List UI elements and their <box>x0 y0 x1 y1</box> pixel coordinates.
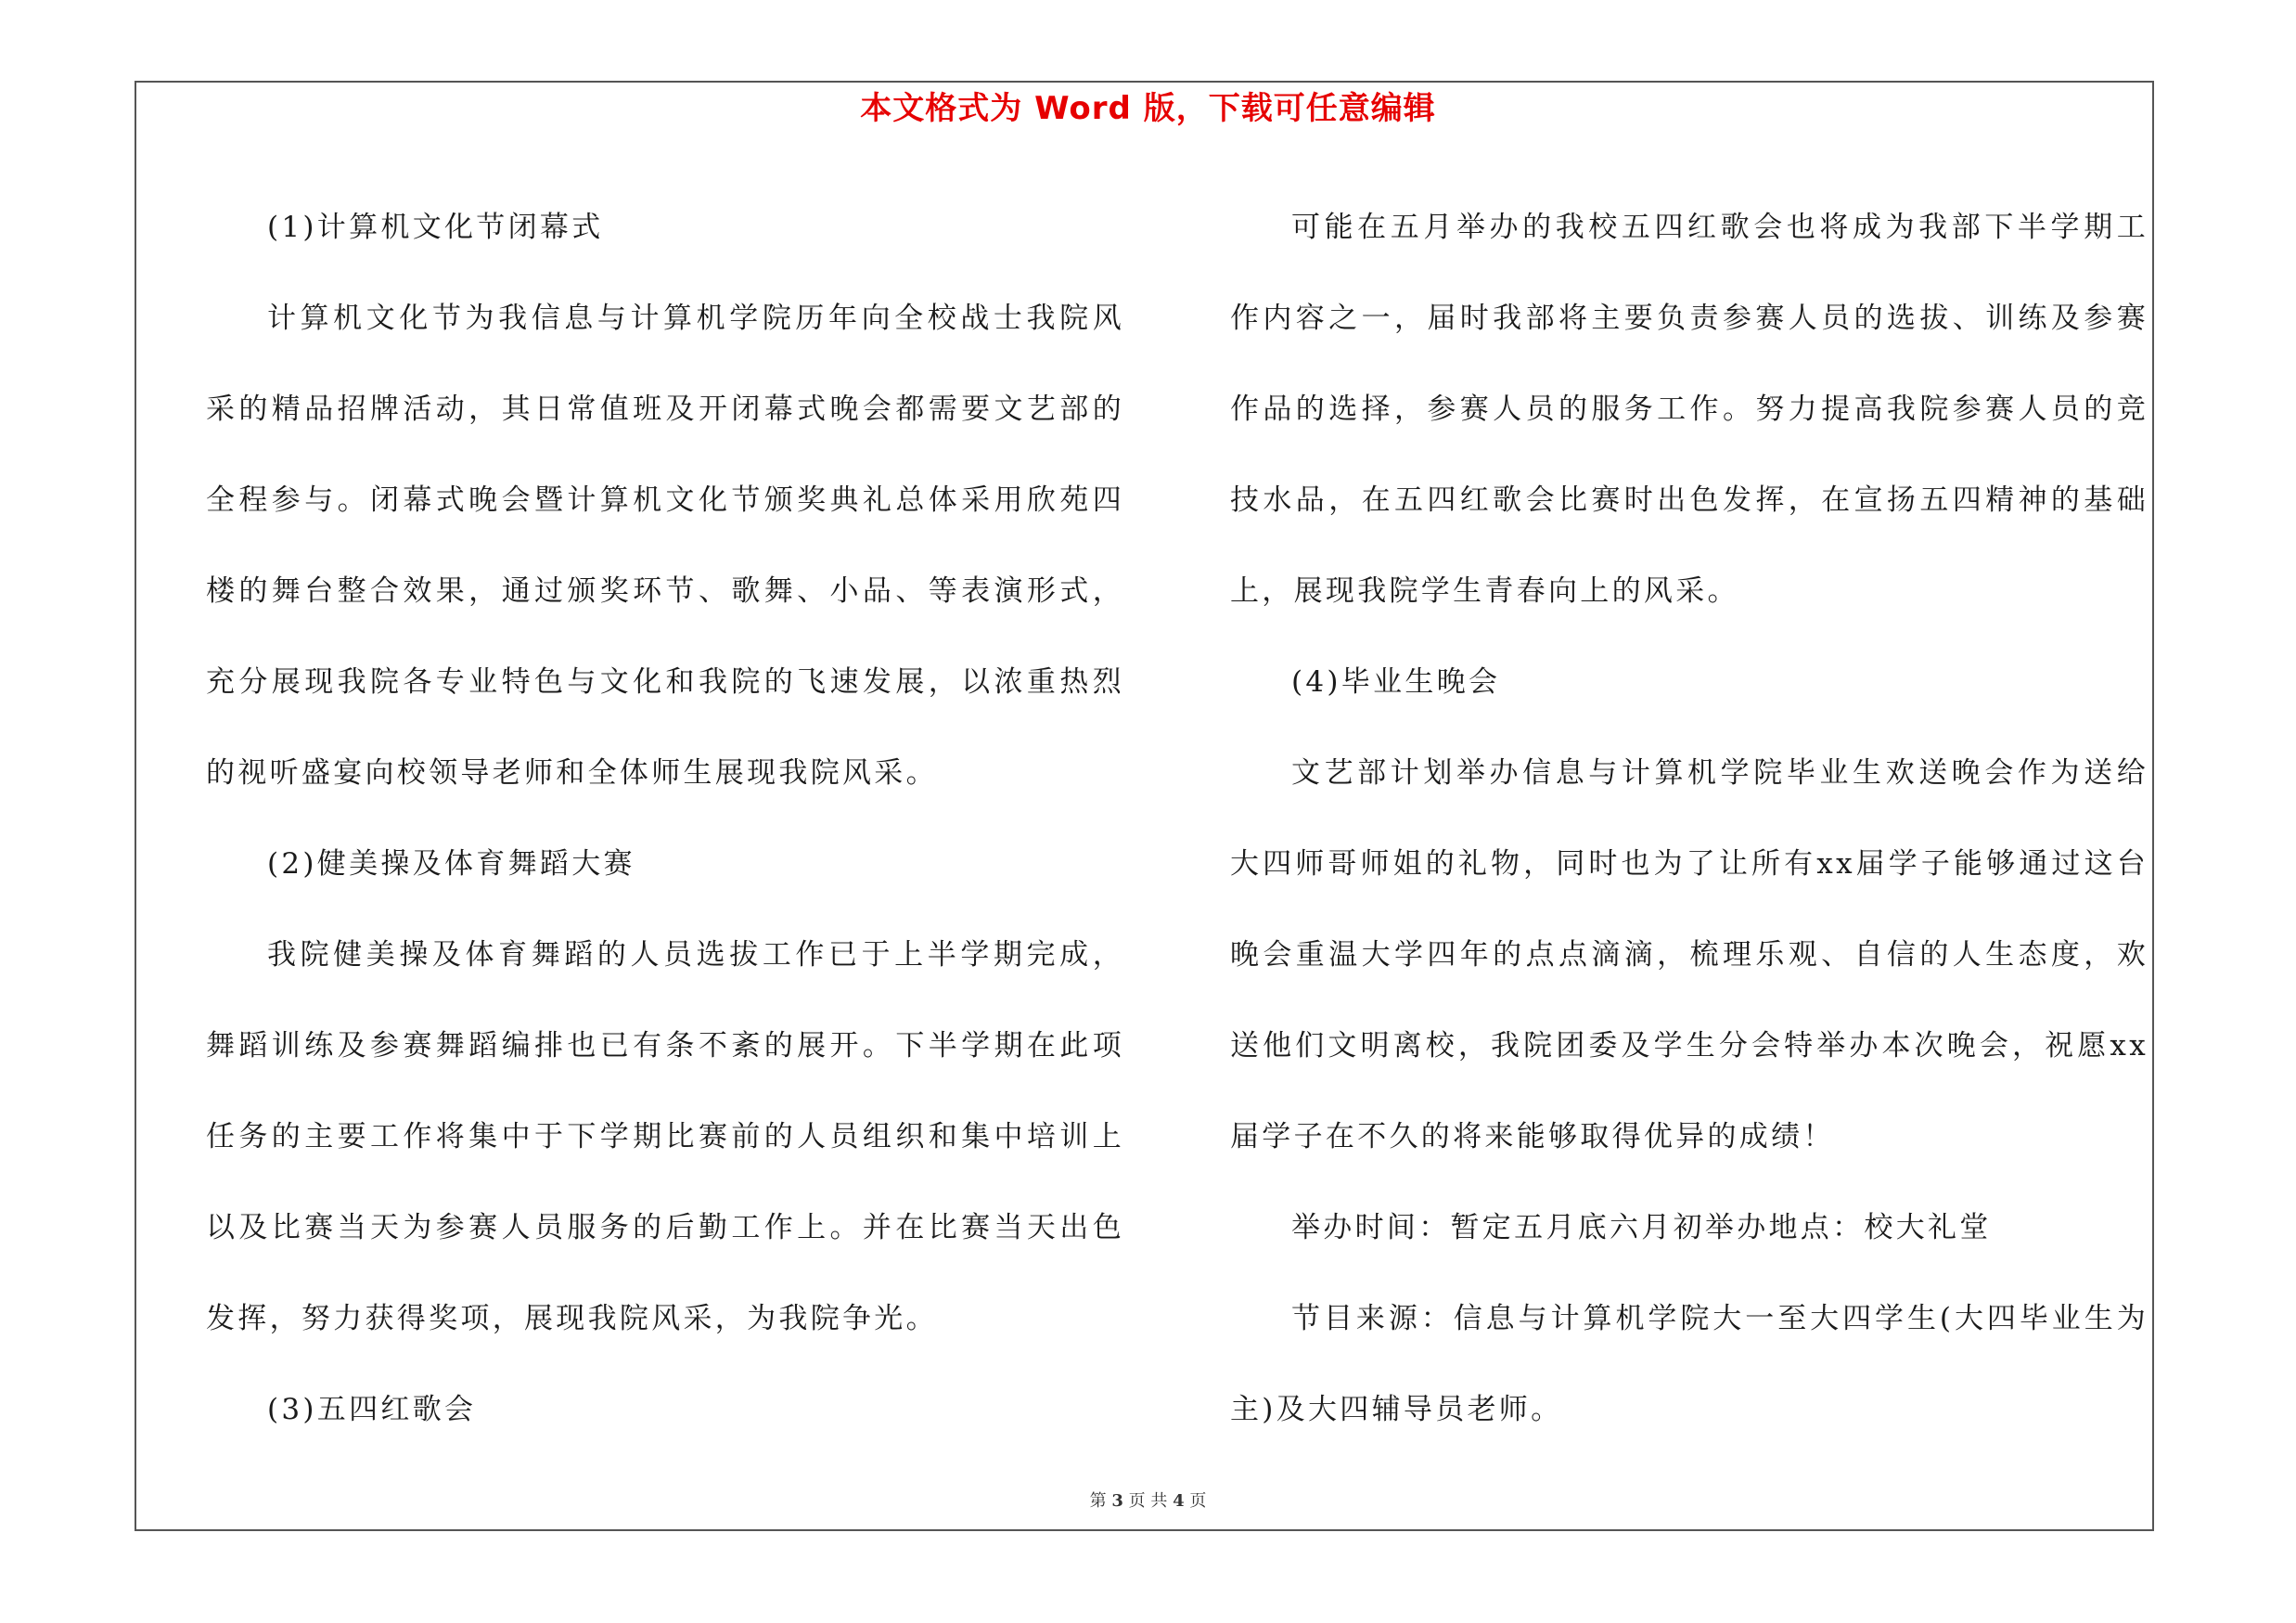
current-page: 3 <box>1111 1491 1123 1511</box>
page-number <box>0 1488 2296 1514</box>
page-suffix: 页 <box>1189 1491 1207 1511</box>
paragraph-red-song-contest: 可能在五月举办的我校五四红歌会也将成为我部下半学期工作内容之一，届时我部将主要负责参赛人员的选拔、训练及参赛作品的选择，参赛人员的服务工作。努力提高我院参赛人员的竞技水品，在五四红歌会比赛时出色发挥，在宣扬五四精神的基础上，展现我院学生青春向上的风采。 <box>1230 211 2148 608</box>
format-banner: 本文格式为 Word 版，下载可任意编辑 <box>860 90 1436 127</box>
paragraph-culture-festival: 计算机文化节为我信息与计算机学院历年向全校战士我院风采的精品招牌活动，其日常值班及开闭幕式晚会都需要文艺部的全程参与。闭幕式晚会暨计算机文化节颁奖典礼总体采用欣苑四楼的舞台整合效果，通过颁奖环节、歌舞、小品、等表演形式，充分展现我院各专业特色与文化和我院的飞速发展，以浓重热烈的视听盛宴向校领导老师和全体师生展现我院风采。 <box>206 302 1124 790</box>
right-column <box>1230 182 2148 1455</box>
heading-red-song-contest: (3)五四红歌会 <box>267 1393 477 1426</box>
event-time-location: 举办时间：暂定五月底六月初举办地点：校大礼堂 <box>1291 1211 1992 1244</box>
page-middle: 页 共 <box>1128 1491 1168 1511</box>
page-prefix: 第 <box>1089 1491 1107 1511</box>
heading-graduation-party: (4)毕业生晚会 <box>1291 665 1501 699</box>
program-source: 节目来源：信息与计算机学院大一至大四学生(大四毕业生为主)及大四辅导员老师。 <box>1230 1302 2148 1426</box>
paragraph-aerobics: 我院健美操及体育舞蹈的人员选拔工作已于上半学期完成，舞蹈训练及参赛舞蹈编排也已有条不紊的展开。下半学期在此项任务的主要工作将集中于下学期比赛前的人员组织和集中培训上以及比赛当天为参赛人员服务的后勤工作上。并在比赛当天出色发挥，努力获得奖项，展现我院风采，为我院争光。 <box>206 938 1124 1335</box>
heading-closing-ceremony: (1)计算机文化节闭幕式 <box>267 211 604 244</box>
heading-aerobics-contest: (2)健美操及体育舞蹈大赛 <box>267 847 635 881</box>
paragraph-graduation-party: 文艺部计划举办信息与计算机学院毕业生欢送晚会作为送给大四师哥师姐的礼物，同时也为了让所有xx届学子能够通过这台晚会重温大学四年的点点滴滴，梳理乐观、自信的人生态度，欢送他们文明离校，我院团委及学生分会特举办本次晚会，祝愿xx届学子在不久的将来能够取得优异的成绩！ <box>1230 756 2148 1153</box>
left-column <box>206 182 1124 1455</box>
total-pages: 4 <box>1173 1491 1185 1511</box>
